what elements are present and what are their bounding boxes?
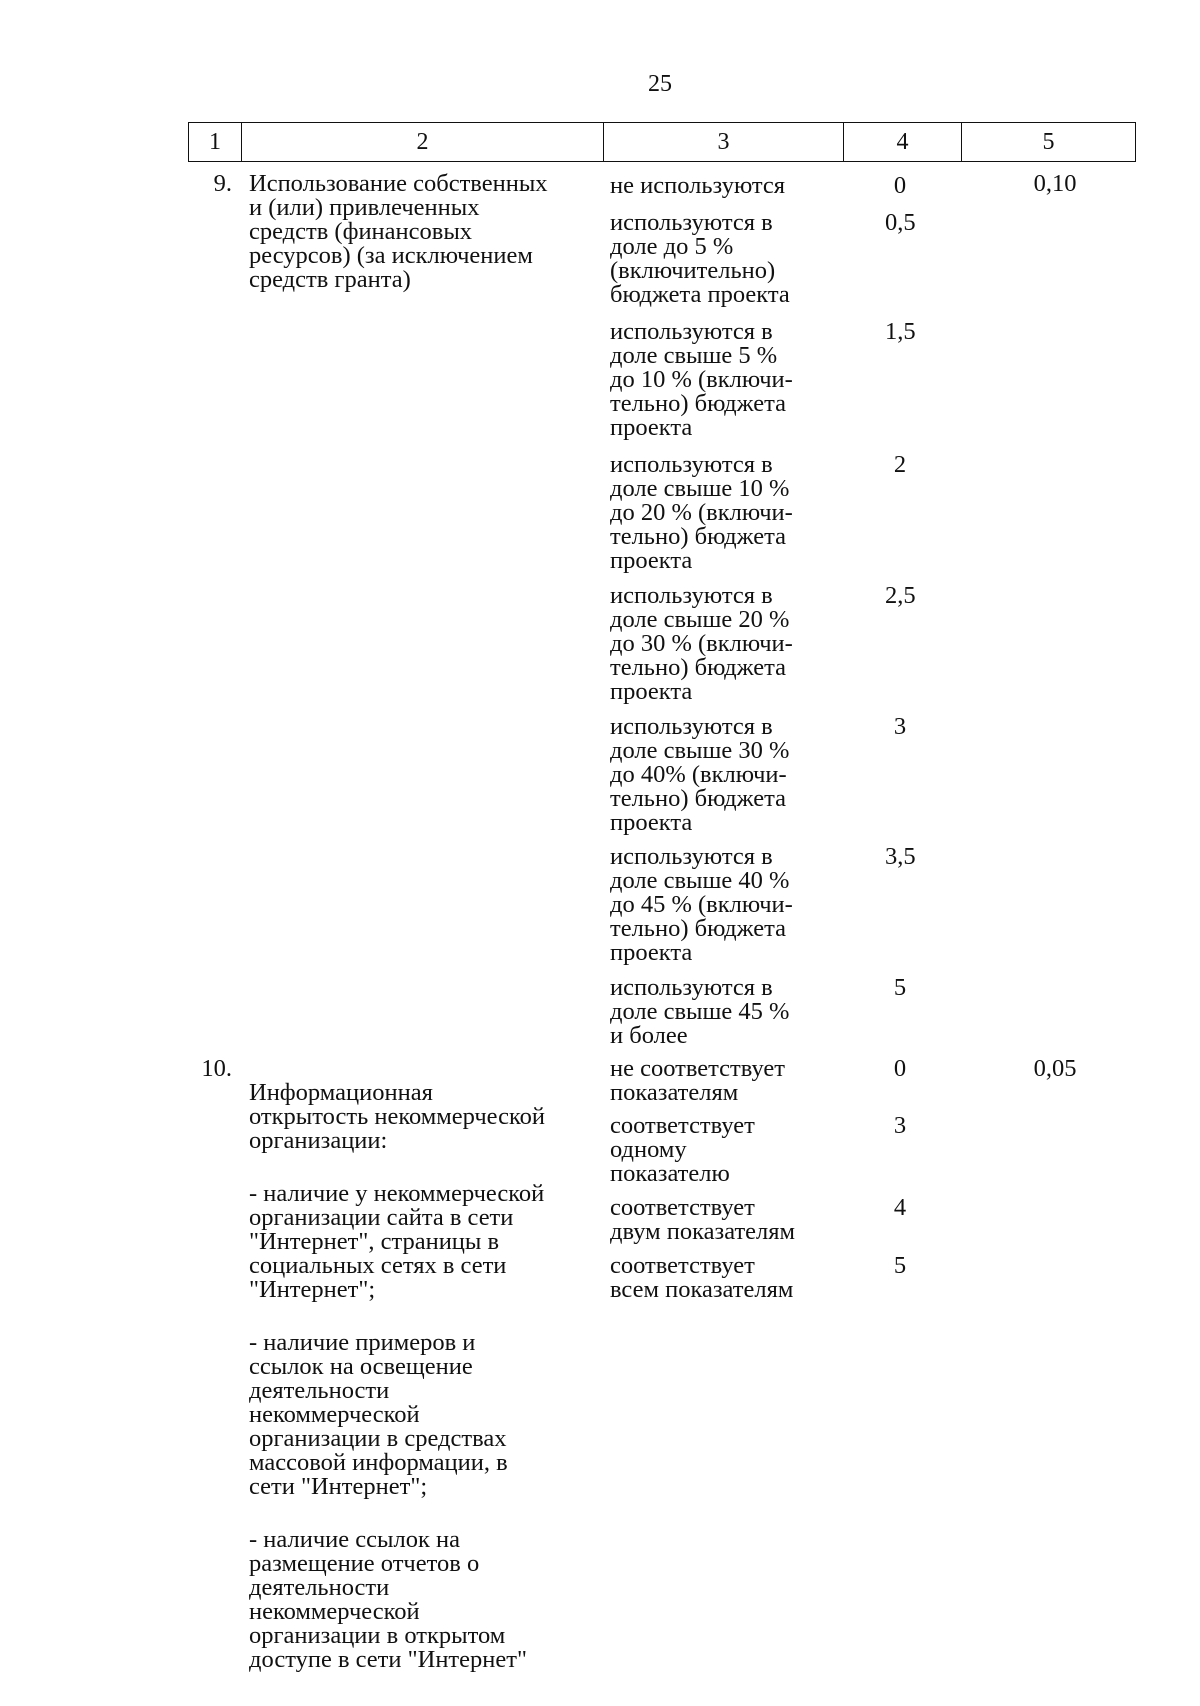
option-score: 0 [893, 1055, 907, 1082]
criterion-text: Использование собственных и (или) привлеченных средств (финансовых ресурсов) (за исключением средств гранта) [249, 170, 548, 293]
column-header-3: 3 [604, 123, 844, 162]
row-number: 9. [213, 170, 232, 197]
option-text: не соответствует показателям [610, 1055, 785, 1106]
option-text: используются в доле свыше 20 % до 30 % (включи- тельно) бюджета проекта [610, 582, 793, 705]
column-header-1: 1 [189, 123, 242, 162]
page-number: 25 [648, 71, 672, 97]
option-text: используются в доле свыше 40 % до 45 % (включи- тельно) бюджета проекта [610, 843, 793, 966]
column-header-2: 2 [242, 123, 604, 162]
option-text: используются в доле свыше 45 % и более [610, 974, 790, 1049]
option-score: 0,5 [885, 209, 916, 236]
criterion-weight: 0,10 [1033, 170, 1077, 197]
option-text: используются в доле свыше 30 % до 40% (включи- тельно) бюджета проекта [610, 713, 790, 836]
option-score: 0 [893, 172, 907, 199]
option-score: 5 [893, 974, 907, 1001]
option-text: соответствует двум показателям [610, 1194, 796, 1245]
option-text: соответствует одному показателю [610, 1112, 755, 1187]
option-text: используются в доле до 5 % (включительно) бюджета проекта [610, 209, 790, 308]
option-text: не используются [610, 172, 786, 199]
option-score: 4 [893, 1194, 907, 1221]
criterion-paragraph: Информационная открытость некоммерческой организации: [249, 1079, 546, 1154]
option-text: используются в доле свыше 5 % до 10 % (включи- тельно) бюджета проекта [610, 318, 793, 441]
option-text: соответствует всем показателям [610, 1252, 794, 1303]
option-score: 3 [893, 1112, 907, 1139]
option-score: 3 [893, 713, 907, 740]
option-score: 2 [893, 451, 907, 478]
option-score: 2,5 [885, 582, 916, 609]
row-number: 10. [201, 1055, 232, 1082]
option-score: 1,5 [885, 318, 916, 345]
option-score: 5 [893, 1252, 907, 1279]
criterion-paragraph: - наличие примеров и ссылок на освещение деятельности некоммерческой организации в средствах массовой информации, в сети "Интернет"; [249, 1329, 508, 1500]
criterion-weight: 0,05 [1033, 1055, 1077, 1082]
criterion-paragraph: - наличие ссылок на размещение отчетов о деятельности некоммерческой организации в открытом доступе в сети "Интернет" [249, 1526, 527, 1673]
option-score: 3,5 [885, 843, 916, 870]
column-header-row [188, 122, 1136, 162]
column-header-5: 5 [962, 123, 1136, 162]
column-header-4: 4 [844, 123, 962, 162]
criterion-block [249, 1057, 609, 1701]
criterion-paragraph: - наличие у некоммерческой организации сайта в сети "Интернет", страницы в социальных сетях в сети "Интернет"; [249, 1180, 545, 1303]
option-text: используются в доле свыше 10 % до 20 % (включи- тельно) бюджета проекта [610, 451, 793, 574]
